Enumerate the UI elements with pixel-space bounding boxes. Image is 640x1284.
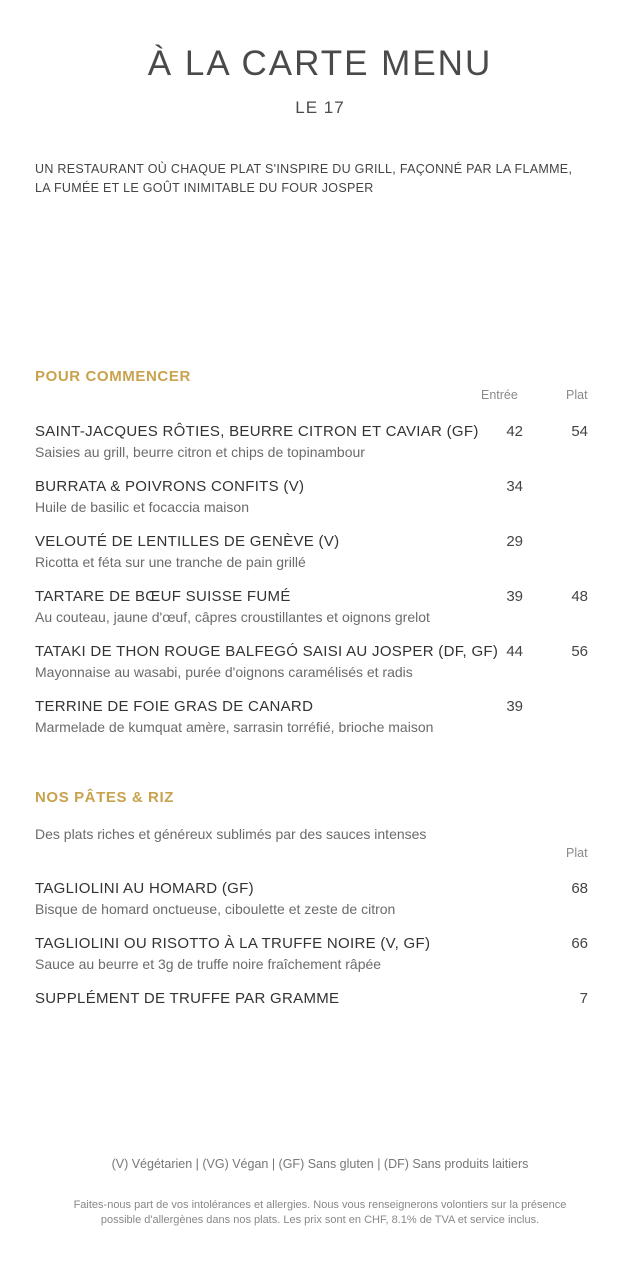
item-description: Bisque de homard onctueuse, ciboulette et zeste de citron (35, 901, 396, 917)
menu-item (35, 643, 590, 683)
allergy-note-line: possible d'allergènes dans nos plats. Les prix sont en CHF, 8.1% de TVA et service inclus. (100, 1214, 540, 1226)
intro-text (35, 160, 595, 198)
price-plat: 48 (571, 588, 588, 605)
intro-line: UN RESTAURANT OÙ CHAQUE PLAT S'INSPIRE DU GRILL, FAÇONNÉ PAR LA FLAMME, (35, 162, 573, 176)
column-header-plat: Plat (566, 388, 588, 402)
allergy-note (40, 1198, 600, 1228)
item-name: SUPPLÉMENT DE TRUFFE PAR GRAMME (35, 990, 340, 1007)
price-plat: 68 (571, 880, 588, 897)
section-title-pour-commencer: POUR COMMENCER (35, 368, 191, 385)
item-name: TAGLIOLINI OU RISOTTO À LA TRUFFE NOIRE (V, GF) (35, 935, 431, 952)
menu-item (35, 935, 590, 975)
item-name: BURRATA & POIVRONS CONFITS (V) (35, 478, 305, 495)
item-description: Mayonnaise au wasabi, purée d'oignons caramélisés et radis (35, 664, 413, 680)
allergy-note-line: Faites-nous part de vos intolérances et allergies. Nous vous renseignerons volontiers sur la présence (73, 1199, 567, 1211)
column-header-plat: Plat (566, 846, 588, 860)
restaurant-name: LE 17 (295, 98, 345, 117)
price-entree: 44 (506, 643, 523, 660)
menu-item (35, 588, 590, 628)
item-name: TERRINE DE FOIE GRAS DE CANARD (35, 698, 314, 715)
item-name: SAINT-JACQUES RÔTIES, BEURRE CITRON ET CAVIAR (GF) (35, 423, 479, 440)
item-description: Au couteau, jaune d'œuf, câpres croustillantes et oignons grelot (35, 609, 430, 625)
item-description: Huile de basilic et focaccia maison (35, 499, 249, 515)
menu-item (35, 880, 590, 920)
item-description: Saisies au grill, beurre citron et chips de topinambour (35, 444, 365, 460)
price-entree: 39 (506, 698, 523, 715)
price-entree: 39 (506, 588, 523, 605)
price-entree: 34 (506, 478, 523, 495)
price-plat: 54 (571, 423, 588, 440)
item-name: TARTARE DE BŒUF SUISSE FUMÉ (35, 588, 291, 605)
item-description: Marmelade de kumquat amère, sarrasin torréfié, brioche maison (35, 719, 434, 735)
item-description: Sauce au beurre et 3g de truffe noire fraîchement râpée (35, 956, 382, 972)
menu-item (35, 990, 590, 1030)
price-plat: 66 (571, 935, 588, 952)
dietary-legend: (V) Végétarien | (VG) Végan | (GF) Sans gluten | (DF) Sans produits laitiers (111, 1157, 529, 1171)
price-entree: 42 (506, 423, 523, 440)
item-name: TAGLIOLINI AU HOMARD (GF) (35, 880, 254, 897)
page-title: À LA CARTE MENU (147, 44, 493, 83)
price-entree: 29 (506, 533, 523, 550)
price-plat: 7 (579, 990, 588, 1007)
item-name: VELOUTÉ DE LENTILLES DE GENÈVE (V) (35, 533, 340, 550)
menu-item (35, 533, 590, 573)
menu-item (35, 423, 590, 463)
menu-item (35, 478, 590, 518)
intro-line: LA FUMÉE ET LE GOÛT INIMITABLE DU FOUR JOSPER (35, 181, 374, 195)
item-name: TATAKI DE THON ROUGE BALFEGÓ SAISI AU JOSPER (DF, GF) (35, 643, 499, 660)
section-title-pates-riz: NOS PÂTES & RIZ (35, 789, 175, 806)
menu-item (35, 698, 590, 738)
item-description: Ricotta et féta sur une tranche de pain grillé (35, 554, 306, 570)
column-header-entree: Entrée (481, 388, 518, 402)
section-description: Des plats riches et généreux sublimés par des sauces intenses (35, 826, 427, 842)
price-plat: 56 (571, 643, 588, 660)
